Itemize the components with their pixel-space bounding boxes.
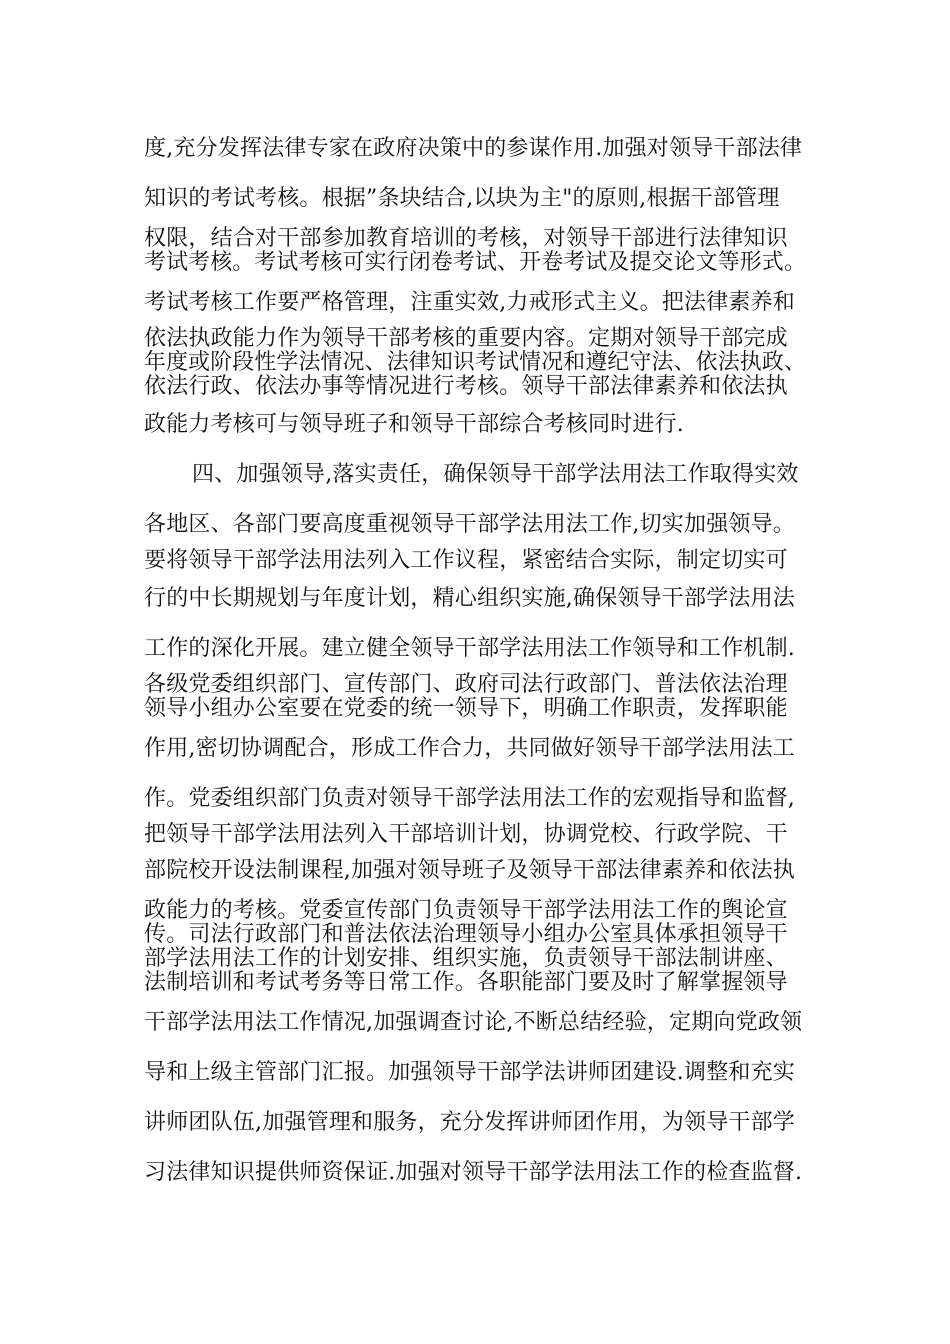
text-line: 领导小组办公室要在党委的统一领导下，明确工作职责，发挥职能 xyxy=(144,696,788,721)
text-line: 度,充分发挥法律专家在政府决策中的参谋作用.加强对领导干部法律 xyxy=(144,136,803,161)
text-line: 年度或阶段性学法情况、法律知识考试情况和遵纪守法、依法执政、 xyxy=(144,350,807,375)
text-line: 各地区、各部门要高度重视领导干部学法用法工作,切实加强领导。 xyxy=(144,512,795,537)
text-line: 传。司法行政部门和普法依法治理领导小组办公室具体承担领导干 xyxy=(144,922,788,947)
text-line: 习法律知识提供师资保证.加强对领导干部学法用法工作的检查监督. xyxy=(144,1160,803,1185)
text-line: 要将领导干部学法用法列入工作议程，紧密结合实际，制定切实可 xyxy=(144,548,788,573)
text-line: 考试考核工作要严格管理，注重实效,力戒形式主义。把法律素养和 xyxy=(144,290,795,315)
text-line: 考试考核。考试考核可实行闭卷考试、开卷考试及提交论文等形式。 xyxy=(144,250,807,275)
text-line: 干部学法用法工作情况,加强调查讨论,不断总结经验，定期向党政领 xyxy=(144,1010,803,1035)
text-line: 作用,密切协调配合，形成工作合力，共同做好领导干部学法用法工 xyxy=(144,736,795,761)
text-line: 政能力的考核。党委宣传部门负责领导干部学法用法工作的舆论宣 xyxy=(144,898,788,923)
text-line: 部院校开设法制课程,加强对领导班子及领导干部法律素养和依法执 xyxy=(144,858,795,883)
text-line: 法制培训和考试考务等日常工作。各职能部门要及时了解掌握领导 xyxy=(144,970,788,995)
text-line: 工作的深化开展。建立健全领导干部学法用法工作领导和工作机制. xyxy=(144,636,795,661)
text-line: 各级党委组织部门、宣传部门、政府司法行政部门、普法依法治理 xyxy=(144,672,788,697)
text-line: 依法行政、依法办事等情况进行考核。领导干部法律素养和依法执 xyxy=(144,374,788,399)
text-line: 权限，结合对干部参加教育培训的考核，对领导干部进行法律知识 xyxy=(144,226,788,251)
text-line: 部学法用法工作的计划安排、组织实施，负责领导干部法制讲座、 xyxy=(144,946,788,971)
text-line: 导和上级主管部门汇报。加强领导干部学法讲师团建设.调整和充实 xyxy=(144,1060,795,1085)
text-line: 作。党委组织部门负责对领导干部学法用法工作的宏观指导和监督, xyxy=(144,786,795,811)
section-heading: 四、加强领导,落实责任，确保领导干部学法用法工作取得实效 xyxy=(192,462,799,487)
text-line: 知识的考试考核。根据”条块结合,以块为主"的原则,根据干部管理 xyxy=(144,186,780,211)
text-line: 把领导干部学法用法列入干部培训计划，协调党校、行政学院、干 xyxy=(144,822,788,847)
text-line: 行的中长期规划与年度计划，精心组织实施,确保领导干部学法用法 xyxy=(144,586,795,611)
text-line: 政能力考核可与领导班子和领导干部综合考核同时进行. xyxy=(144,412,684,437)
text-line: 讲师团队伍,加强管理和服务，充分发挥讲师团作用，为领导干部学 xyxy=(144,1110,795,1135)
text-line: 依法执政能力作为领导干部考核的重要内容。定期对领导干部完成 xyxy=(144,326,788,351)
